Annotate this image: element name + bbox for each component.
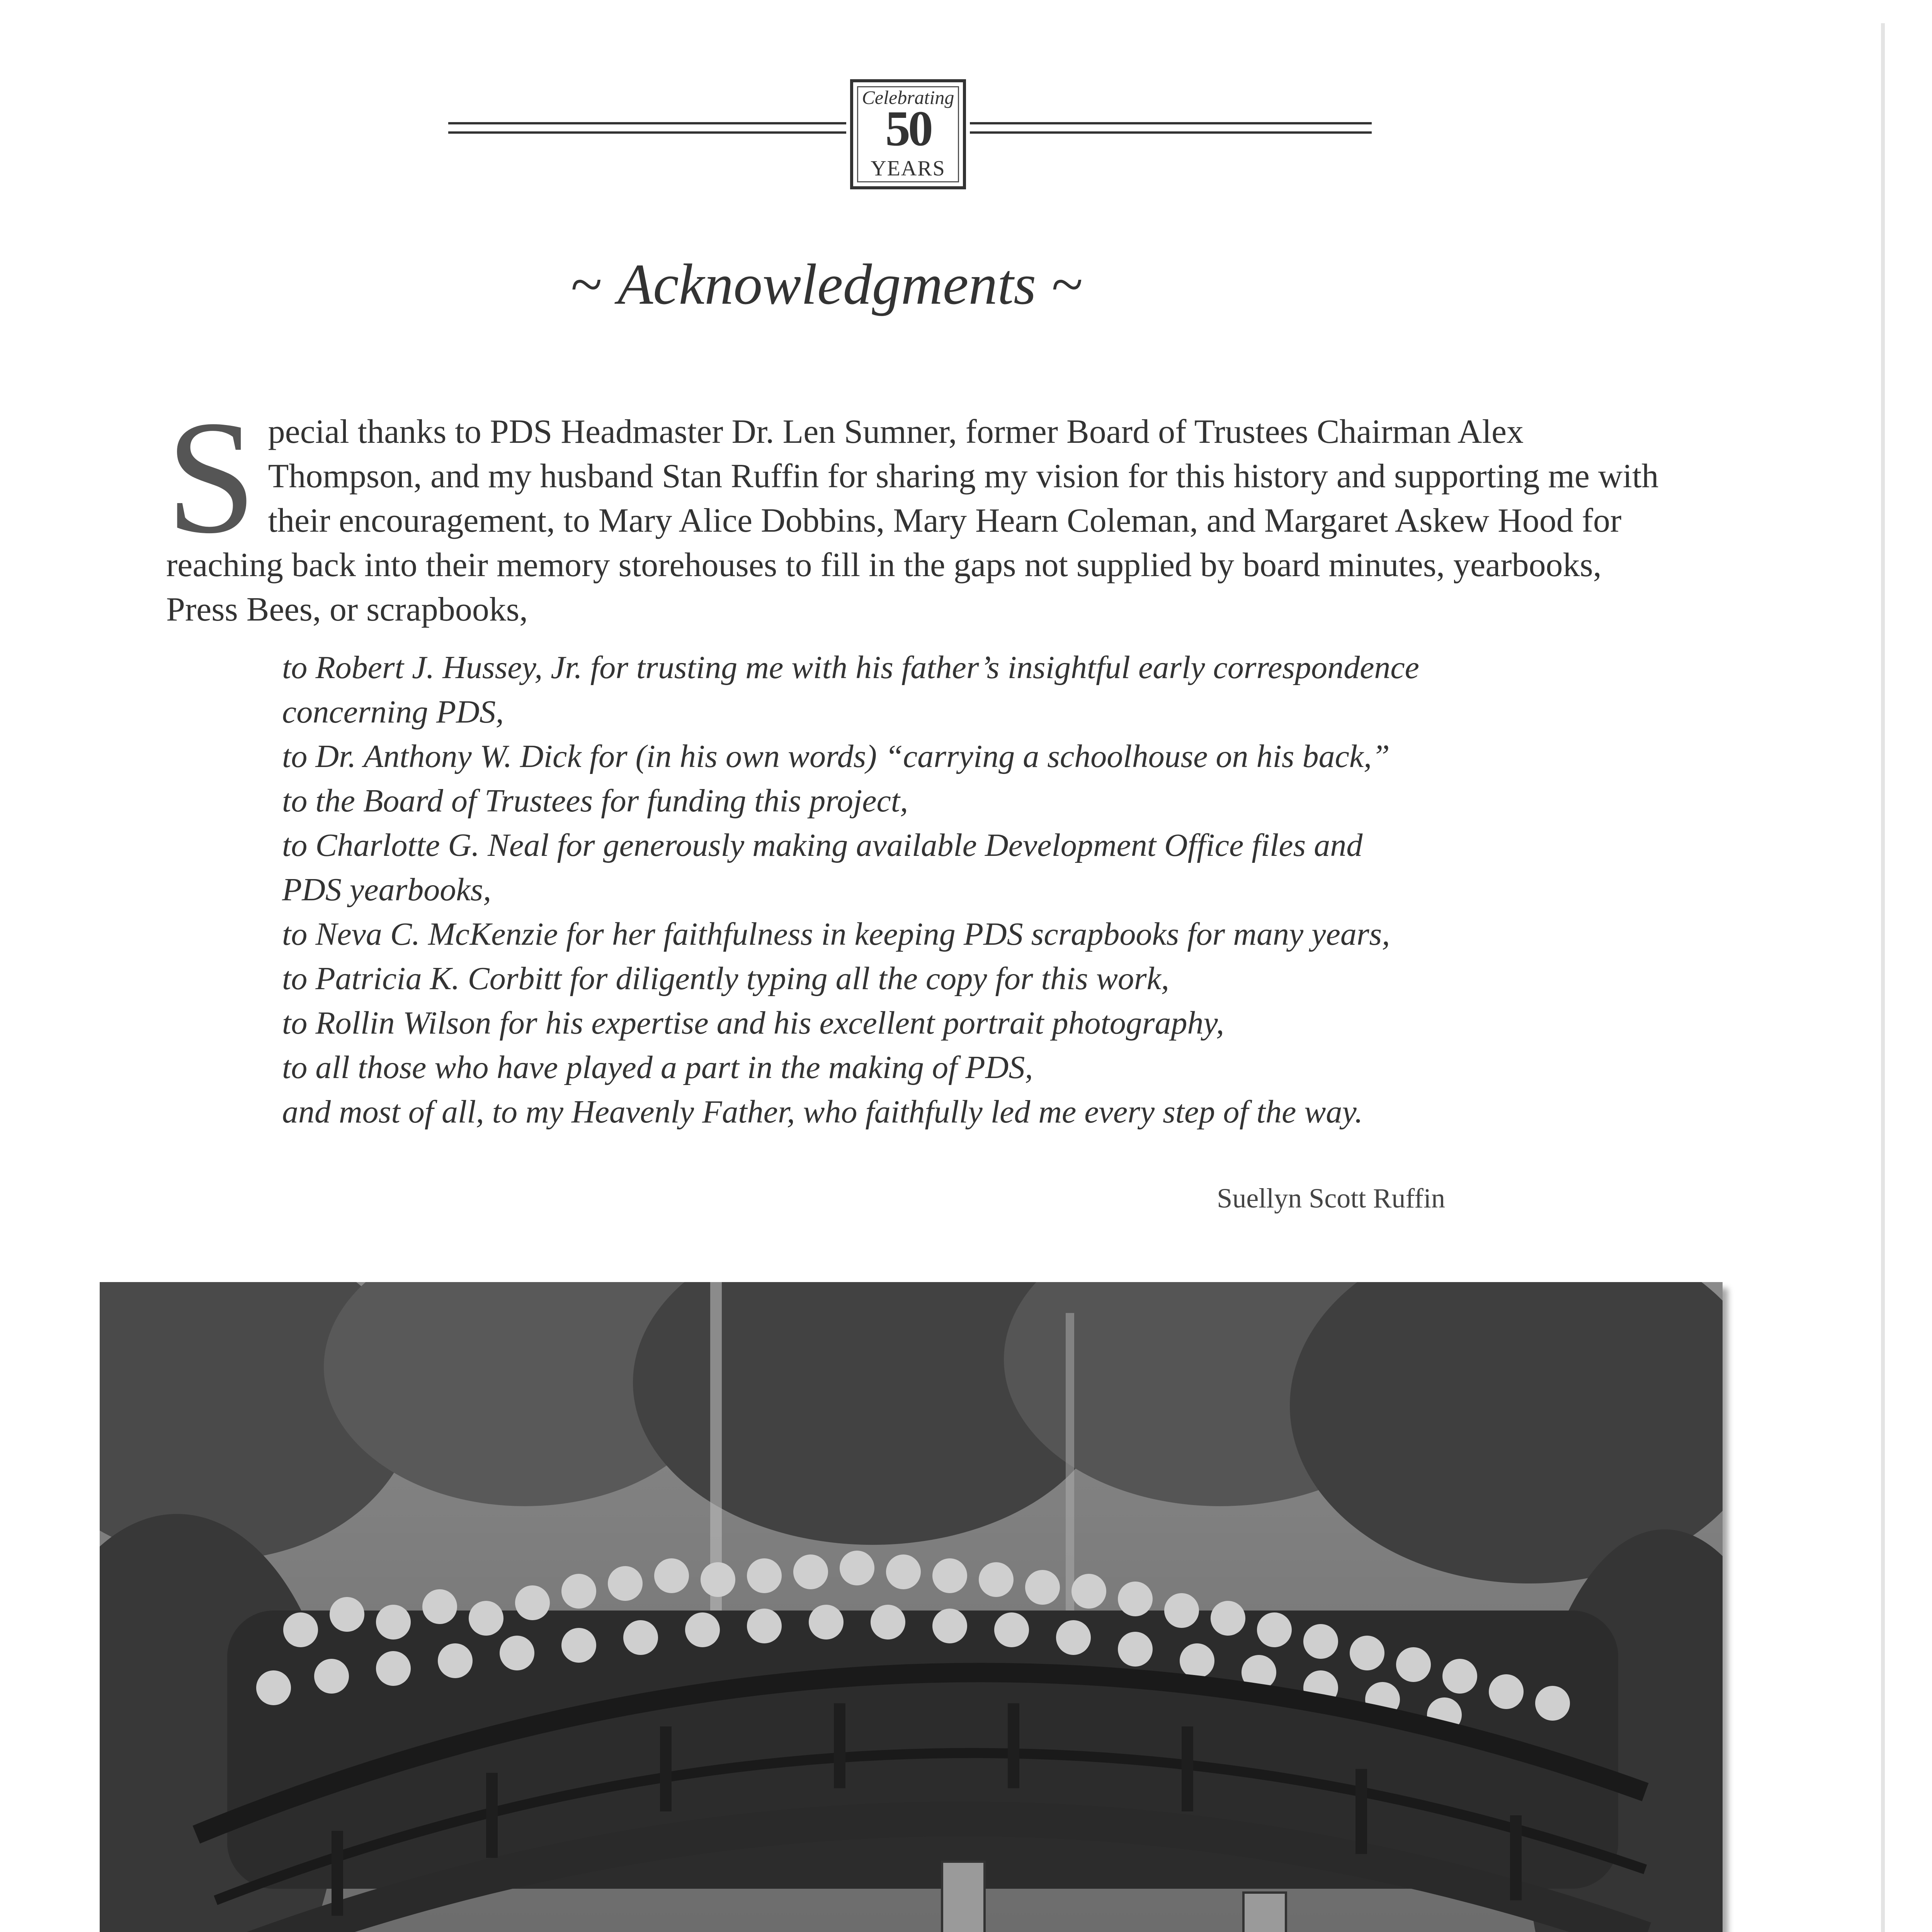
thanks-line: to Dr. Anthony W. Dick for (in his own words) “carrying a schoolhouse on his back,” [282, 738, 1390, 774]
thanks-list [282, 645, 1596, 1134]
thanks-line: to all those who have played a part in the making of PDS, [282, 1049, 1033, 1085]
anniversary-badge [850, 79, 966, 189]
thanks-line: concerning PDS, [282, 694, 504, 730]
header-rule-right [970, 122, 1372, 134]
page-edge-rule [1881, 23, 1885, 1932]
intro-text: pecial thanks to PDS Headmaster Dr. Len Sumner, former Board of Trustees Chairman Alex Thompson, and my husband Stan Ruffin for sharing my vision for this history and supporting me with their encouragement, to Mary Alice Dobbins, Mary Hearn Coleman, and Margaret Askew Hood for reaching back into their memory storehouses to fill in the gaps not supplied by board minutes, yearbooks, Press Bees, or scrapbooks, [166, 413, 1659, 628]
thanks-line: and most of all, to my Heavenly Father, who faithfully led me every step of the way. [282, 1094, 1363, 1130]
thanks-line: to Rollin Wilson for his expertise and his excellent portrait photography, [282, 1005, 1225, 1041]
thanks-line: to Robert J. Hussey, Jr. for trusting me with his father’s insightful early correspondence [282, 650, 1419, 685]
thanks-line: to Patricia K. Corbitt for diligently typing all the copy for this work, [282, 961, 1169, 997]
title-ornament-left: ~ [571, 252, 602, 316]
class-photo [100, 1282, 1723, 1932]
thanks-line: to Neva C. McKenzie for her faithfulness in keeping PDS scrapbooks for many years, [282, 916, 1390, 952]
author-signature: Suellyn Scott Ruffin [1217, 1183, 1445, 1214]
badge-celebrating: Celebrating [862, 87, 954, 108]
title-ornament-right: ~ [1051, 252, 1083, 316]
drop-cap: S [166, 387, 257, 567]
thanks-line: PDS yearbooks, [282, 872, 492, 908]
page-title [0, 251, 1654, 318]
badge-years: YEARS [871, 156, 946, 180]
intro-paragraph [166, 387, 1673, 632]
thanks-line: to Charlotte G. Neal for generously making available Development Office files and [282, 827, 1363, 863]
title-text: Acknowledgments [617, 252, 1036, 316]
badge-number: 50 [885, 101, 931, 156]
thanks-line: to the Board of Trustees for funding this project, [282, 783, 908, 819]
header-rule-left [448, 122, 846, 134]
